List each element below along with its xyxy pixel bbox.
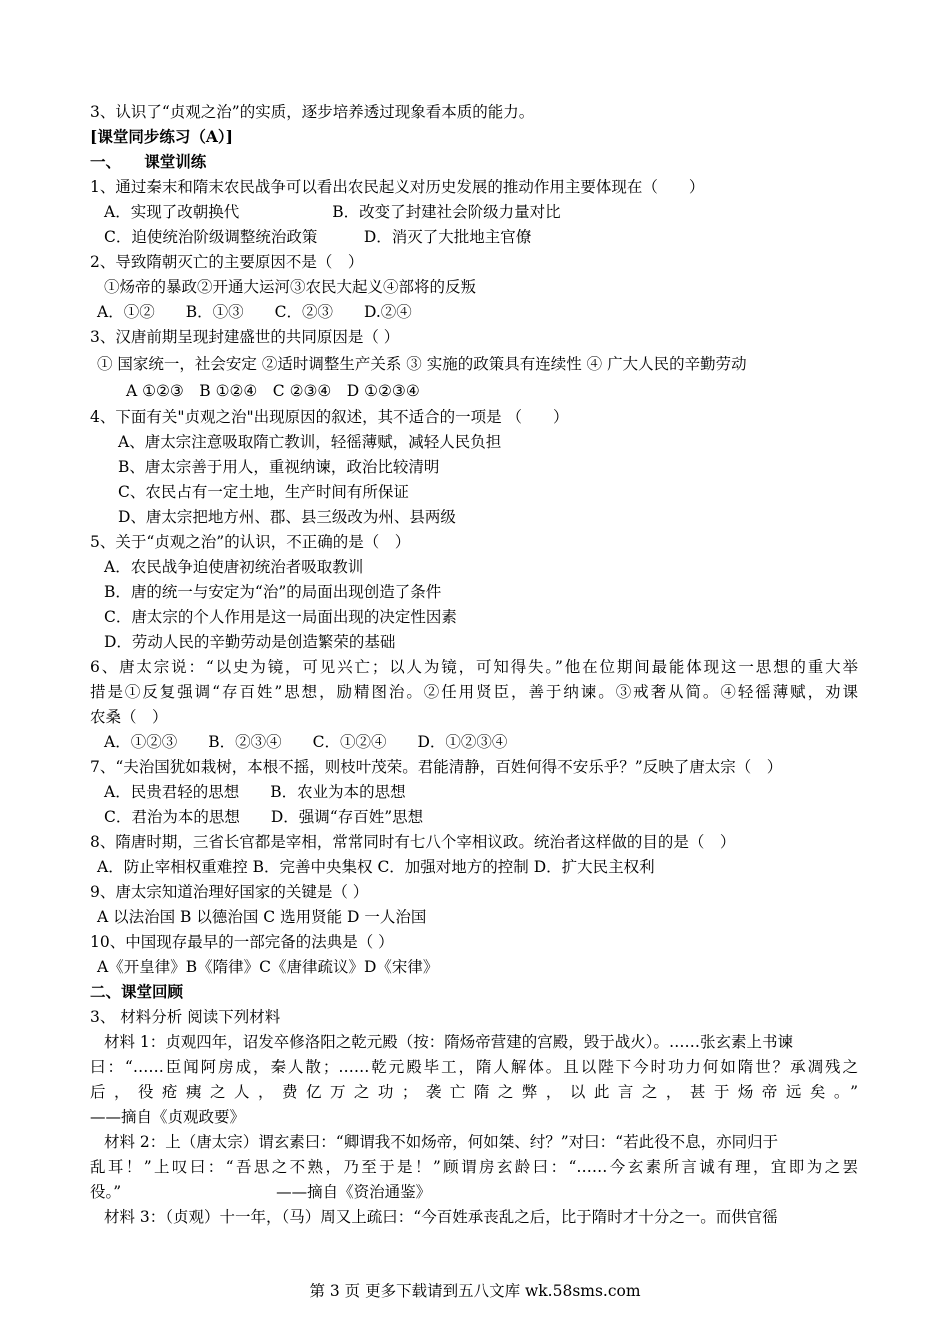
section-class-training: 一、 课堂训练 — [90, 152, 207, 171]
material-1-line-1: 材料 1：贞观四年，诏发卒修洛阳之乾元殿（按：隋炀帝营建的宫殿，毁于战火）。……张玄素上书谏 — [104, 1033, 794, 1051]
question-4: 4、下面有关"贞观之治"出现原因的叙述，其不适合的一项是 （ ） — [90, 408, 569, 426]
q2-options: A．①② B．①③ C．②③ D.②④ — [97, 303, 412, 321]
objective-3: 3、认识了“贞观之治”的实质，逐步培养透过现象看本质的能力。 — [90, 103, 535, 121]
q7-options-cd: C．君治为本的思想 D．强调“存百姓”思想 — [104, 808, 424, 826]
q10-options: A《开皇律》B《隋律》C《唐律疏议》D《宋律》 — [97, 958, 439, 976]
material-1-source: ——摘自《贞观政要》 — [90, 1108, 246, 1126]
question-10: 10、中国现存最早的一部完备的法典是（ ） — [90, 933, 394, 951]
question-5: 5、关于“贞观之治”的认识，不正确的是（ ） — [90, 533, 411, 551]
material-2-source: 役。” ——摘自《资治通鉴》 — [90, 1183, 432, 1201]
q5-option-d: D．劳动人民的辛勤劳动是创造繁荣的基础 — [104, 633, 396, 651]
material-1-line-3: 后，役疮痍之人，费亿万之功；袭亡隋之弊，以此言之，甚于炀帝远矣。” — [90, 1083, 858, 1101]
section-class-review: 二、课堂回顾 — [90, 982, 184, 1001]
question-3: 3、汉唐前期呈现封建盛世的共同原因是（ ） — [90, 328, 400, 346]
q5-option-c: C．唐太宗的个人作用是这一局面出现的决定性因素 — [104, 608, 457, 626]
page-footer: 第 3 页 更多下载请到五八文库 wk.58sms.com — [309, 1282, 641, 1300]
question-6-line-3: 农桑（ ） — [90, 708, 168, 726]
q4-option-a: A、唐太宗注意吸取隋亡教训，轻徭薄赋，减轻人民负担 — [118, 433, 502, 451]
q9-options: A 以法治国 B 以德治国 C 选用贤能 D 一人治国 — [97, 908, 427, 926]
material-3-line-1: 材料 3：（贞观）十一年，（马）周又上疏曰：“今百姓承丧乱之后，比于隋时才十分之一。而供官徭 — [104, 1208, 778, 1226]
q3-items: ① 国家统一，社会安定 ②适时调整生产关系 ③ 实施的政策具有连续性 ④ 广大人民的辛勤劳动 — [97, 355, 747, 373]
question-6-line-1: 6、唐太宗说：“以史为镜，可见兴亡；以人为镜，可知得失。”他在位期间最能体现这一思想的重大举 — [90, 658, 858, 676]
q3-options: A ①②③ B ①②④ C ②③④ D ①②③④ — [126, 382, 420, 400]
q6-options: A．①②③ B．②③④ C．①②④ D．①②③④ — [104, 733, 508, 751]
material-1-line-2: 曰：“……臣闻阿房成，秦人散；……乾元殿毕工，隋人解体。且以陛下今时功力何如隋世？承凋残之 — [90, 1058, 858, 1076]
material-2-line-1: 材料 2：上（唐太宗）谓玄素曰：“卿谓我不如炀帝，何如桀、纣？”对曰：“若此役不息，亦同归于 — [104, 1133, 779, 1151]
q1-options-ab: A．实现了改朝换代 B．改变了封建社会阶级力量对比 — [104, 203, 561, 221]
q8-options: A．防止宰相权重难控 B．完善中央集权 C．加强对地方的控制 D．扩大民主权利 — [97, 858, 655, 876]
q4-option-d: D、唐太宗把地方州、郡、县三级改为州、县两级 — [118, 508, 456, 526]
material-analysis-heading: 3、 材料分析 阅读下列材料 — [90, 1008, 281, 1026]
q4-option-c: C、农民占有一定土地，生产时间有所保证 — [118, 483, 409, 501]
q4-option-b: B、唐太宗善于用人，重视纳谏，政治比较清明 — [118, 458, 440, 476]
section-practice-a: [课堂同步练习（A）] — [90, 127, 233, 146]
question-7: 7、“夫治国犹如栽树，本根不摇，则枝叶茂荣。君能清静，百姓何得不安乐乎？”反映了唐太宗（ ） — [90, 758, 783, 776]
question-9: 9、唐太宗知道治理好国家的关键是（ ） — [90, 883, 369, 901]
q5-option-b: B．唐的统一与安定为“治”的局面出现创造了条件 — [104, 583, 442, 601]
material-2-line-2: 乱耳！”上叹曰：“吾思之不熟，乃至于是！”顾谓房玄龄曰：“……今玄素所言诚有理，宜即为之罢 — [90, 1158, 858, 1176]
q1-options-cd: C．迫使统治阶级调整统治政策 D．消灭了大批地主官僚 — [104, 228, 532, 246]
question-8: 8、隋唐时期，三省长官都是宰相，常常同时有七八个宰相议政。统治者这样做的目的是（ ） — [90, 833, 736, 851]
q5-option-a: A．农民战争迫使唐初统治者吸取教训 — [104, 558, 364, 576]
q2-items: ①炀帝的暴政②开通大运河③农民大起义④部将的反叛 — [104, 278, 477, 296]
question-2: 2、导致隋朝灭亡的主要原因不是（ ） — [90, 253, 364, 271]
question-6-line-2: 措是①反复强调“存百姓”思想，励精图治。②任用贤臣，善于纳谏。③戒奢从简。④轻徭薄赋，劝课 — [90, 683, 858, 701]
question-1: 1、通过秦末和隋末农民战争可以看出农民起义对历史发展的推动作用主要体现在（ ） — [90, 178, 705, 196]
q7-options-ab: A．民贵君轻的思想 B．农业为本的思想 — [104, 783, 406, 801]
